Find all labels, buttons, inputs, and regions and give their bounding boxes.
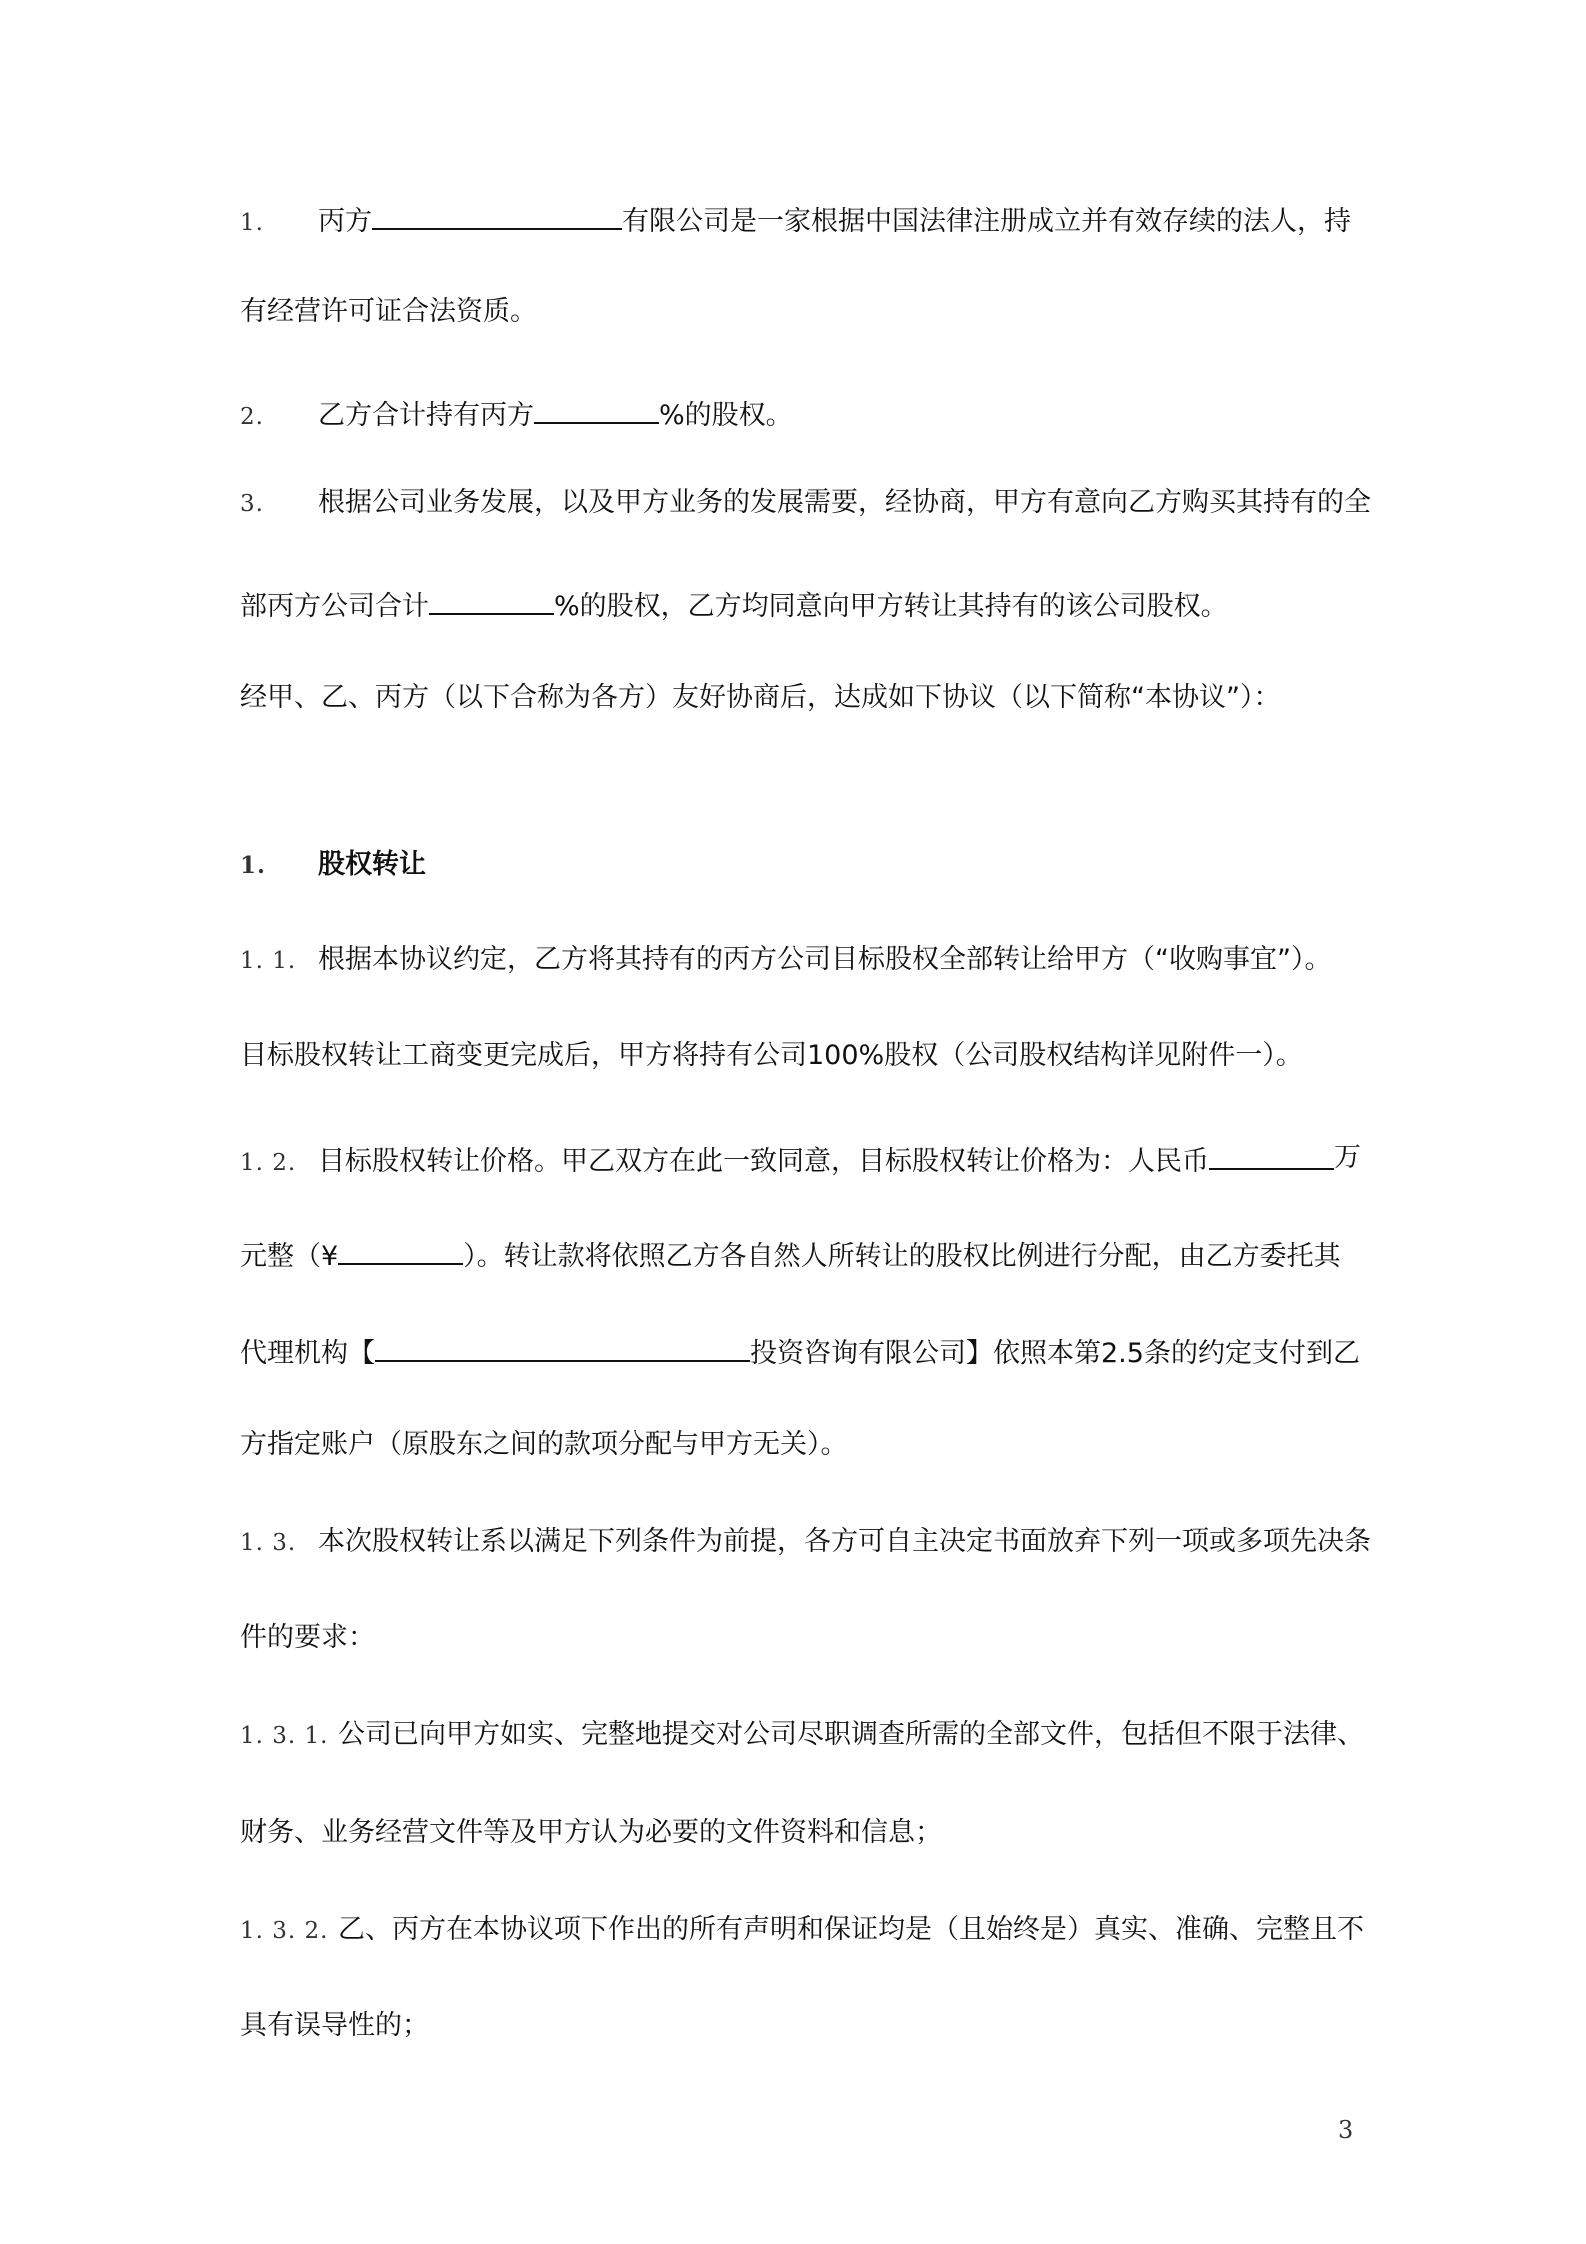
clause-1-3-2-line-1: 1. 3. 2. 乙、丙方在本协议项下作出的所有声明和保证均是（且始终是）真实、准确、完整且不 xyxy=(240,1910,1355,1951)
clause-1-1-line-1: 1. 1. 根据本协议约定，乙方将其持有的丙方公司目标股权全部转让给甲方（“收购事宜”）。 xyxy=(240,940,1355,981)
clause-1-3-1-line-2: 财务、业务经营文件等及甲方认为必要的文件资料和信息； xyxy=(240,1817,942,1848)
clause-1-2-line-4: 方指定账户（原股东之间的款项分配与甲方无关）。 xyxy=(240,1429,848,1460)
agency-name-blank xyxy=(375,1330,750,1362)
clause-number: 1. 3. 2. xyxy=(240,1918,329,1944)
agreement-intro: 经甲、乙、丙方（以下合称为各方）友好协商后，达成如下协议（以下简称“本协议”）： xyxy=(240,682,1281,713)
clause-1-3-line-1: 1. 3. 本次股权转让系以满足下列条件为前提，各方可自主决定书面放弃下列一项或多项先决条 xyxy=(240,1522,1355,1563)
price-figure-blank xyxy=(338,1233,463,1265)
page-number: 3 xyxy=(1338,2116,1354,2144)
clause-1-2-line-2: 元整（¥ ）。转让款将依照乙方各自然人所转让的股权比例进行分配，由乙方委托其 xyxy=(240,1233,1355,1277)
clause-1-3-2-line-2: 具有误导性的； xyxy=(240,2010,429,2041)
clause-number: 3. xyxy=(240,491,264,517)
clause-number: 1. 2. xyxy=(240,1150,297,1176)
clause-number: 1. 3. xyxy=(240,1530,297,1556)
clause-2: 2. 乙方合计持有丙方 %的股权。 xyxy=(240,392,1355,437)
clause-1-line-2: 有经营许可证合法资质。 xyxy=(240,296,537,327)
clause-1-2-line-3: 代理机构【 投资咨询有限公司】依照本第2.5条的约定支付到乙 xyxy=(240,1330,1355,1374)
clause-number: 1. 3. 1. xyxy=(240,1723,329,1749)
fill-blank xyxy=(429,583,554,615)
clause-1-1-line-2: 目标股权转让工商变更完成后，甲方将持有公司100%股权（公司股权结构详见附件一）。 xyxy=(240,1040,1303,1071)
clause-number: 2. xyxy=(240,404,264,430)
clause-1-3-line-2: 件的要求： xyxy=(240,1622,375,1653)
clause-3-line-2: 部丙方公司合计 %的股权，乙方均同意向甲方转让其持有的该公司股权。 xyxy=(240,583,1355,627)
fill-blank xyxy=(534,392,659,424)
fill-blank xyxy=(372,198,622,230)
clause-number: 1. xyxy=(240,210,264,236)
clause-number: 1. 1. xyxy=(240,948,297,974)
section-number: 1. xyxy=(240,852,267,879)
section-heading-equity-transfer: 1. 股权转让 xyxy=(240,845,1355,886)
clause-1-3-1-line-1: 1. 3. 1. 公司已向甲方如实、完整地提交对公司尽职调查所需的全部文件，包括但不限于法律、 xyxy=(240,1715,1355,1756)
clause-1-line-1: 1. 丙方 有限公司是一家根据中国法律注册成立并有效存续的法人，持 xyxy=(240,198,1355,243)
clause-3-line-1: 3. 根据公司业务发展，以及甲方业务的发展需要，经协商，甲方有意向乙方购买其持有的全 xyxy=(240,483,1355,524)
clause-1-2-line-1: 1. 2. 目标股权转让价格。甲乙双方在此一致同意，目标股权转让价格为：人民币 万 xyxy=(240,1138,1355,1183)
price-blank xyxy=(1209,1138,1334,1170)
